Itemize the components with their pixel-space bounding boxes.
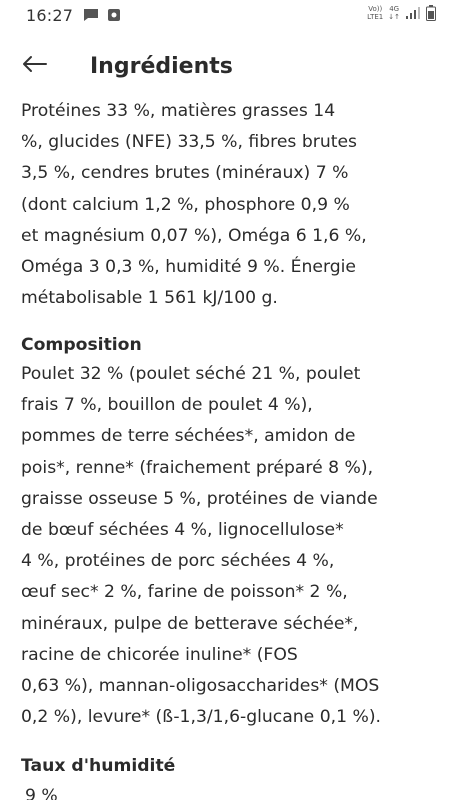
signal-icon bbox=[405, 6, 421, 20]
message-icon bbox=[83, 8, 99, 22]
composition-section bbox=[21, 333, 431, 733]
composition-heading: Composition bbox=[21, 335, 142, 355]
status-system-icons bbox=[367, 5, 436, 21]
composition-line: frais 7 %, bouillon de poulet 4 %), bbox=[21, 395, 313, 416]
back-button[interactable] bbox=[18, 50, 50, 82]
battery-icon bbox=[426, 5, 436, 21]
composition-line: 0,2 %), levure* (ß-1,3/1,6-glucane 0,1 %). bbox=[21, 707, 381, 728]
volte-indicator: Vo)) LTE1 bbox=[367, 5, 384, 21]
analysis-line: Oméga 3 0,3 %, humidité 9 %. Énergie bbox=[21, 257, 356, 278]
status-bar bbox=[0, 0, 450, 30]
analysis-line: (dont calcium 1,2 %, phosphore 0,9 % bbox=[21, 194, 350, 215]
page-title: Ingrédients bbox=[90, 54, 233, 79]
humidity-value: 9 % bbox=[25, 786, 58, 800]
composition-line: racine de chicorée inuline* (FOS bbox=[21, 644, 298, 665]
media-icon bbox=[107, 8, 121, 22]
status-time: 16:27 bbox=[26, 6, 74, 25]
network-indicator: 4G ↓↑ bbox=[388, 5, 400, 21]
composition-line: de bœuf séchées 4 %, lignocellulose* bbox=[21, 520, 344, 541]
analysis-line: %, glucides (NFE) 33,5 %, fibres brutes bbox=[21, 132, 357, 153]
analysis-section bbox=[21, 96, 426, 314]
arrow-left-icon bbox=[21, 55, 47, 77]
analysis-line: et magnésium 0,07 %), Oméga 6 1,6 %, bbox=[21, 225, 367, 246]
analysis-line: métabolisable 1 561 kJ/100 g. bbox=[21, 288, 278, 309]
composition-line: graisse osseuse 5 %, protéines de viande bbox=[21, 488, 378, 509]
composition-line: 4 %, protéines de porc séchées 4 %, bbox=[21, 551, 335, 572]
composition-line: pois*, renne* (fraichement préparé 8 %), bbox=[21, 457, 374, 478]
analysis-text bbox=[21, 96, 426, 314]
composition-text bbox=[21, 359, 431, 733]
composition-line: œuf sec* 2 %, farine de poisson* 2 %, bbox=[21, 582, 348, 603]
composition-line: 0,63 %), mannan-oligosaccharides* (MOS bbox=[21, 676, 380, 697]
status-notification-icons bbox=[83, 8, 121, 22]
humidity-heading: Taux d'humidité bbox=[21, 756, 176, 776]
humidity-section bbox=[21, 754, 431, 800]
app-bar bbox=[0, 30, 450, 102]
analysis-line: Protéines 33 %, matières grasses 14 bbox=[21, 101, 336, 121]
composition-line: minéraux, pulpe de betterave séchée*, bbox=[21, 613, 359, 634]
analysis-line: 3,5 %, cendres brutes (minéraux) 7 % bbox=[21, 163, 349, 184]
composition-line: Poulet 32 % (poulet séché 21 %, poulet bbox=[21, 364, 361, 384]
composition-line: pommes de terre séchées*, amidon de bbox=[21, 426, 356, 447]
